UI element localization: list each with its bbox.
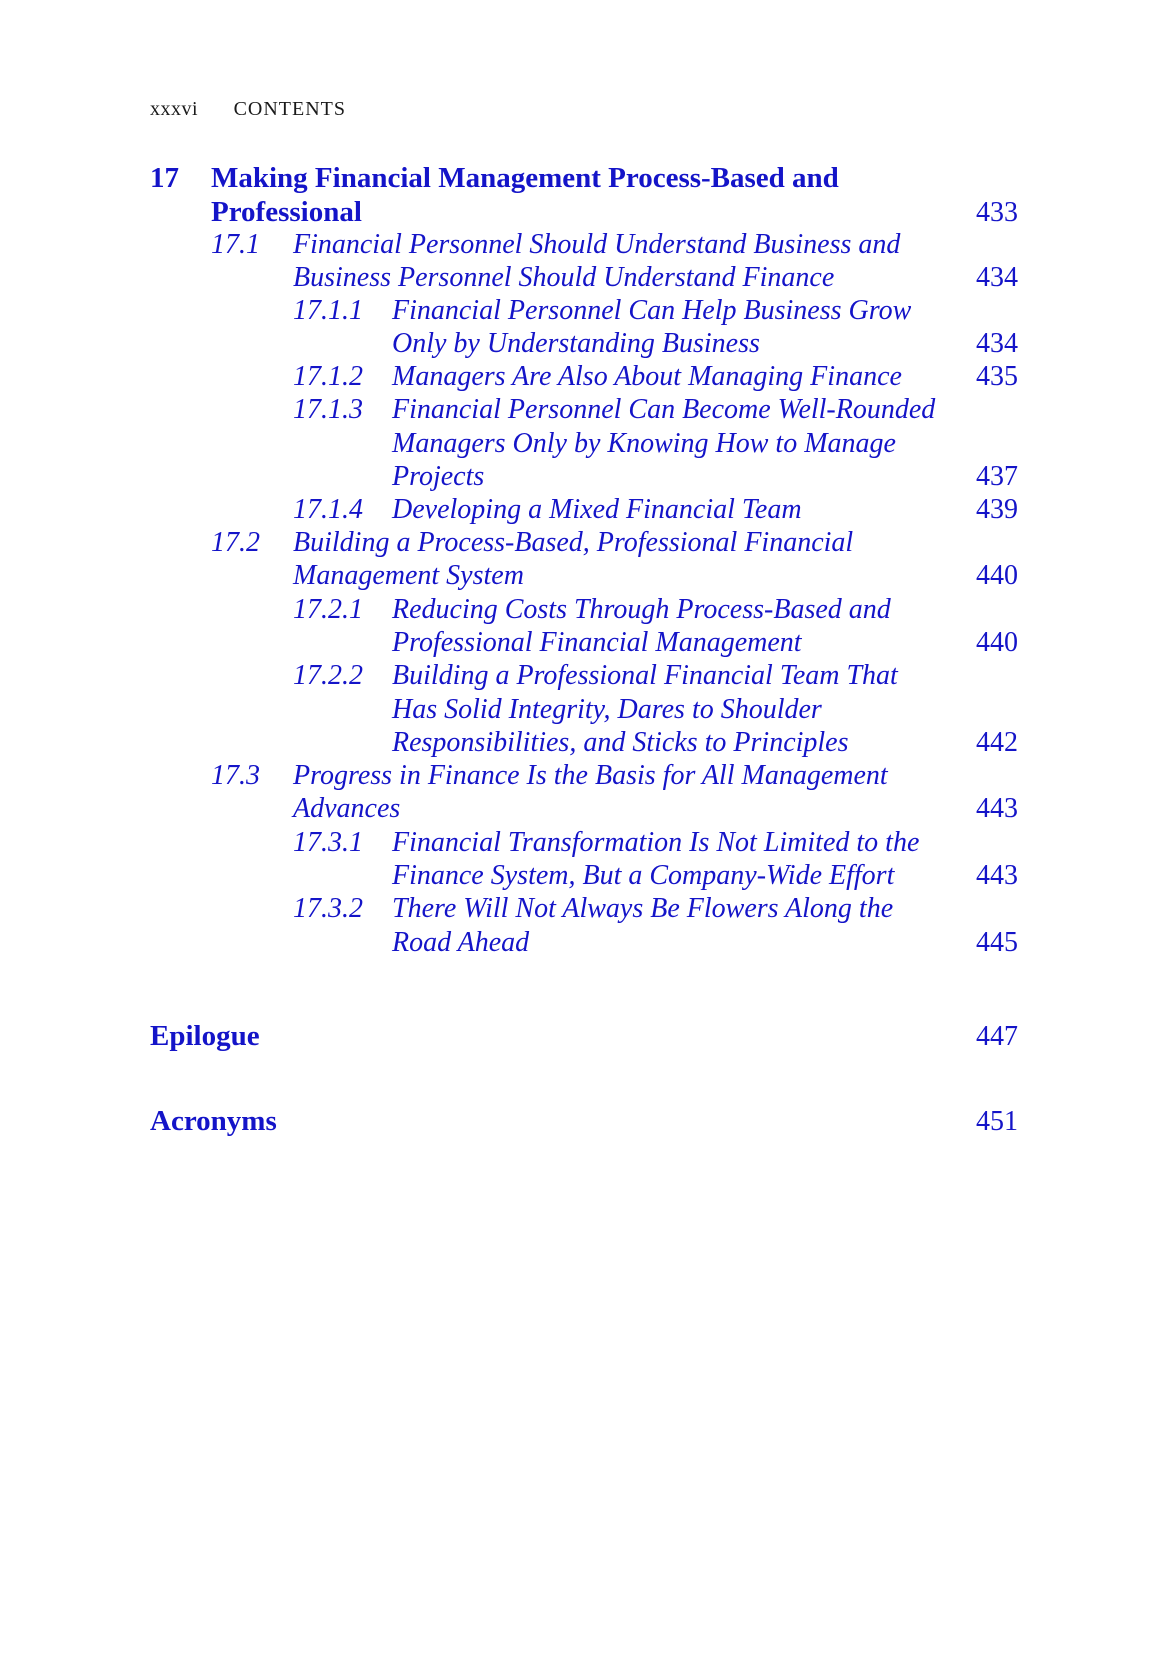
toc-subsection-title-line[interactable]: Financial Transformation Is Not Limited to the — [392, 827, 920, 858]
toc-subsection-title-line[interactable]: Projects — [392, 461, 485, 492]
toc-page-number[interactable]: 433 — [976, 197, 1018, 228]
toc-page-number[interactable]: 439 — [976, 494, 1018, 525]
toc-subsection-number[interactable]: 17.2.1 — [293, 594, 363, 625]
toc-subsection-title-line[interactable]: Financial Personnel Can Help Business Grow — [392, 295, 912, 326]
toc-page-number[interactable]: 445 — [976, 927, 1018, 958]
toc-subsection-number[interactable]: 17.1.4 — [293, 494, 363, 525]
toc-section-number[interactable]: 17.1 — [211, 229, 260, 260]
toc-subsection-title-line[interactable]: Finance System, But a Company-Wide Effort — [392, 860, 895, 891]
toc-subsection-title-line[interactable]: Responsibilities, and Sticks to Principles — [392, 727, 849, 758]
toc-subsection-title-line[interactable]: Only by Understanding Business — [392, 328, 760, 359]
toc-page-number[interactable]: 435 — [976, 361, 1018, 392]
page-folio: xxxvi — [150, 98, 199, 120]
toc-page-number[interactable]: 442 — [976, 727, 1018, 758]
toc-section-title-line[interactable]: Progress in Finance Is the Basis for All Management — [293, 760, 888, 791]
toc-chapter-number[interactable]: 17 — [150, 162, 179, 194]
toc-subsection-number[interactable]: 17.3.1 — [293, 827, 363, 858]
toc-subsection-title-line[interactable]: Managers Only by Knowing How to Manage — [392, 428, 896, 459]
toc-subsection-title-line[interactable]: Building a Professional Financial Team That — [392, 660, 898, 691]
toc-subsection-number[interactable]: 17.3.2 — [293, 893, 363, 924]
toc-section-title-line[interactable]: Advances — [293, 793, 401, 824]
running-head — [150, 98, 346, 121]
toc-page-number[interactable]: 443 — [976, 860, 1018, 891]
toc-page-number[interactable]: 447 — [976, 1021, 1018, 1052]
toc-subsection-title-line[interactable]: Has Solid Integrity, Dares to Shoulder — [392, 694, 822, 725]
toc-subsection-title-line[interactable]: There Will Not Always Be Flowers Along the — [392, 893, 894, 924]
toc-section-title-line[interactable]: Financial Personnel Should Understand Business and — [293, 229, 901, 260]
toc-page-number[interactable]: 440 — [976, 627, 1018, 658]
toc-section-title-line[interactable]: Management System — [293, 560, 524, 591]
toc-subsection-title-line[interactable]: Financial Personnel Can Become Well-Rounded — [392, 394, 936, 425]
toc-acronyms-title[interactable]: Acronyms — [150, 1105, 277, 1137]
toc-chapter-title-line[interactable]: Professional — [211, 196, 362, 228]
toc-subsection-title-line[interactable]: Developing a Mixed Financial Team — [392, 494, 802, 525]
toc-page-number[interactable]: 440 — [976, 560, 1018, 591]
running-head-title: CONTENTS — [233, 98, 347, 120]
toc-page-number[interactable]: 434 — [976, 328, 1018, 359]
toc-subsection-title-line[interactable]: Road Ahead — [392, 927, 530, 958]
toc-subsection-title-line[interactable]: Professional Financial Management — [392, 627, 802, 658]
toc-subsection-number[interactable]: 17.2.2 — [293, 660, 363, 691]
toc-page-number[interactable]: 443 — [976, 793, 1018, 824]
toc-section-title-line[interactable]: Building a Process-Based, Professional Financial — [293, 527, 854, 558]
toc-subsection-number[interactable]: 17.1.1 — [293, 295, 363, 326]
toc-subsection-number[interactable]: 17.1.3 — [293, 394, 363, 425]
toc-page-number[interactable]: 437 — [976, 461, 1018, 492]
toc-section-number[interactable]: 17.2 — [211, 527, 260, 558]
toc-subsection-title-line[interactable]: Managers Are Also About Managing Finance — [392, 361, 902, 392]
toc-chapter-title-line[interactable]: Making Financial Management Process-Based and — [211, 162, 839, 194]
toc-section-number[interactable]: 17.3 — [211, 760, 260, 791]
toc-page-number[interactable]: 434 — [976, 262, 1018, 293]
toc-subsection-title-line[interactable]: Reducing Costs Through Process-Based and — [392, 594, 891, 625]
toc-page-number[interactable]: 451 — [976, 1106, 1018, 1137]
toc-epilogue-title[interactable]: Epilogue — [150, 1020, 260, 1052]
toc-section-title-line[interactable]: Business Personnel Should Understand Finance — [293, 262, 835, 293]
toc-subsection-number[interactable]: 17.1.2 — [293, 361, 363, 392]
